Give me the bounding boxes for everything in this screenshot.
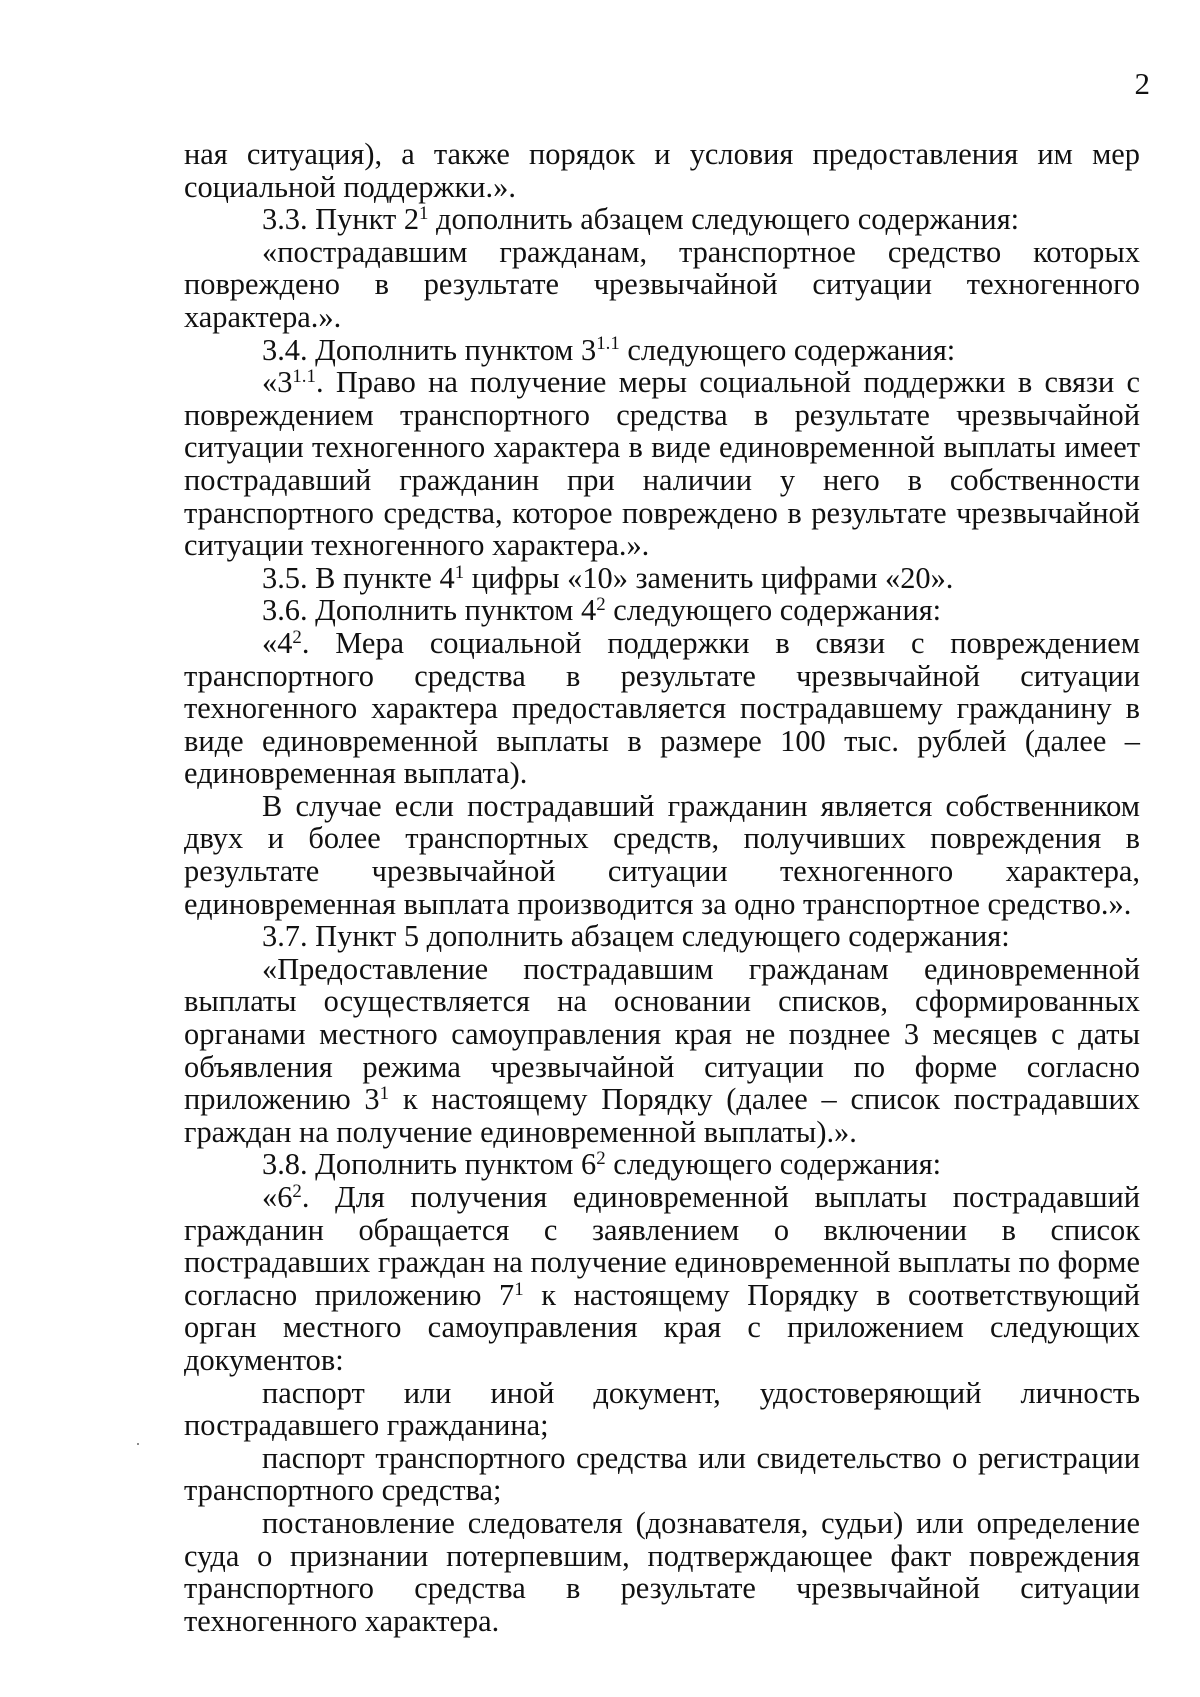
paragraph-text: паспорт или иной документ, удостоверяющий личность пострадавшего гражданина; (184, 1375, 1140, 1443)
paragraph-text: . Для получения единовременной выплаты пострадавший гражданин обращается с заявлением о включении в список пострадавших граждан на получение единовременной выплаты по форме согласно приложению 7 (184, 1180, 1140, 1312)
superscript: 2 (292, 626, 302, 648)
paragraph-text: . Мера социальной поддержки в связи с повреждением транспортного средства в результате чрезвычайной ситуации техногенного характера предоставляется пострадавшему гражданину в виде единовременной выплаты в размере 100 тыс. рублей (далее – единовременная выплата). (184, 625, 1140, 791)
paragraph (184, 138, 1140, 203)
paragraph (184, 562, 1140, 595)
paragraph-text: к настоящему Порядку (далее – список пострадавших граждан на получение единовременной выплаты).». (184, 1082, 1140, 1149)
superscript: 2 (596, 594, 606, 616)
paragraph-text: «Предоставление пострадавшим гражданам единовременной выплаты осуществляется на основании списков, сформированных органами местного самоуправления края не позднее 3 месяцев с даты объявления режима чрезвычайной ситуации по форме согласно приложению 3 (184, 951, 1140, 1117)
paragraph-text: «6 (262, 1180, 293, 1214)
paragraph-text: следующего содержания: (619, 332, 956, 367)
superscript: 2 (596, 1148, 606, 1170)
paragraph-text: 3.3. Пункт 2 (262, 202, 420, 237)
paragraph-text: следующего содержания: (605, 1147, 942, 1182)
superscript: 1 (379, 1083, 390, 1105)
paragraph-text: постановление следователя (дознавателя, судьи) или определение суда о признании потерпевшим, подтверждающее факт повреждения транспортного средства в результате чрезвычайной ситуации техногенного характера. (184, 1505, 1140, 1638)
paragraph-text: 3.8. Дополнить пунктом 6 (262, 1147, 597, 1182)
paragraph-text: следующего содержания: (605, 593, 942, 628)
paragraph (184, 203, 1140, 236)
paragraph (184, 334, 1140, 367)
paragraph-text: 3.4. Дополнить пунктом 3 (262, 332, 597, 367)
superscript: 1 (419, 203, 429, 224)
paragraph (184, 366, 1140, 562)
scan-speck (137, 1443, 139, 1445)
paragraph (184, 1181, 1140, 1377)
paragraph-text: В случае если пострадавший гражданин является собственником двух и более транспортных средств, получивших повреждения в результате чрезвычайной ситуации техногенного характера, единовременная выплата производится за одно транспортное средство.». (184, 788, 1140, 921)
paragraph-text: «3 (262, 365, 293, 400)
superscript: 1 (514, 1278, 524, 1300)
paragraph-text: . Право на получение меры социальной поддержки в связи с повреждением транспортного средства в результате чрезвычайной ситуации техногенного характера в виде единовременной выплаты имеет пострадавший гражданин при наличии у него в собственности транспортного средства, которое повреждено в результате чрезвычайной ситуации техногенного характера.». (184, 365, 1140, 563)
paragraph-text: 3.5. В пункте 4 (262, 560, 455, 595)
superscript: 2 (292, 1180, 302, 1202)
paragraph (184, 1148, 1140, 1181)
paragraph (184, 236, 1140, 334)
paragraph (184, 790, 1140, 920)
paragraph-text: цифры «10» заменить цифрами «20». (464, 560, 954, 595)
paragraph-text: 3.6. Дополнить пунктом 4 (262, 593, 597, 628)
paragraph-text: «4 (262, 625, 293, 660)
paragraph-text: ная ситуация), а также порядок и условия предоставления им мер социальной поддержки.». (184, 137, 1140, 204)
paragraph (184, 627, 1140, 790)
paragraph (184, 1442, 1140, 1507)
superscript: 1.1 (596, 333, 620, 355)
superscript: 1.1 (292, 365, 316, 387)
paragraph (184, 920, 1140, 953)
paragraph-text: «пострадавшим гражданам, транспортное средство которых повреждено в результате чрезвычайной ситуации техногенного характера.». (184, 234, 1140, 334)
paragraph (184, 953, 1140, 1149)
paragraph (184, 594, 1140, 627)
paragraph-text: 3.7. Пункт 5 дополнить абзацем следующего содержания: (262, 919, 1010, 954)
paragraph-text: паспорт транспортного средства или свидетельство о регистрации транспортного средства; (184, 1440, 1140, 1508)
document-body (184, 138, 1140, 1637)
paragraph (184, 1507, 1140, 1637)
superscript: 1 (454, 561, 465, 583)
paragraph-text: дополнить абзацем следующего содержания: (428, 202, 1020, 237)
page-number: 2 (1134, 66, 1150, 101)
paragraph (184, 1377, 1140, 1442)
paragraph-text: к настоящему Порядку в соответствующий орган местного самоуправления края с приложением следующих документов: (184, 1277, 1140, 1377)
